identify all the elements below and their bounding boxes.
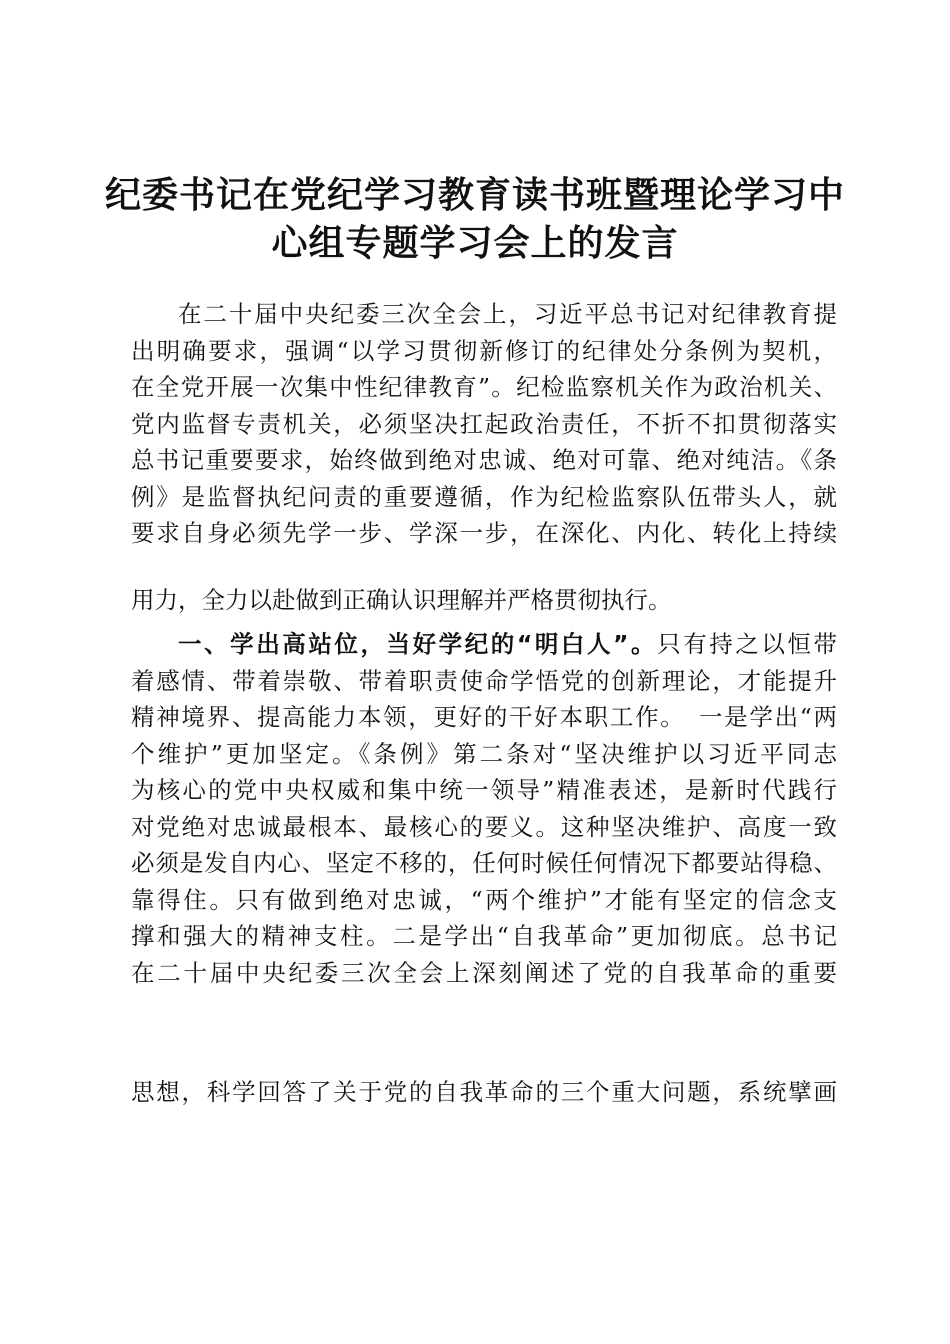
paragraph-line: 对党绝对忠诚最根本、最核心的要义。这种坚决维护、高度一致	[131, 812, 837, 841]
paragraph-line: 例》是监督执纪问责的重要遵循，作为纪检监察队伍带头人，就	[131, 482, 837, 511]
title-line-2: 心组专题学习会上的发言	[271, 223, 679, 264]
paragraph-line: 个维护”更加坚定。《条例》第二条对“坚决维护以习近平同志	[131, 739, 837, 768]
paragraph-line: 出明确要求，强调“以学习贯彻新修订的纪律处分条例为契机，	[131, 336, 837, 365]
paragraph-line: 党内监督专责机关，必须坚决扛起政治责任，不折不扣贯彻落实	[131, 409, 837, 438]
paragraph-line: 思想，科学回答了关于党的自我革命的三个重大问题，系统擘画	[131, 1078, 837, 1106]
paragraph-line: 在全党开展一次集中性纪律教育”。纪检监察机关作为政治机关、	[131, 373, 837, 401]
paragraph-line	[131, 626, 837, 663]
section-heading: 一、学出高站位，当好学纪的“明白人”。	[178, 630, 658, 658]
paragraph-line: 撑和强大的精神支柱。二是学出“自我革命”更加彻底。总书记	[131, 922, 837, 950]
paragraph-line: 总书记重要要求，始终做到绝对忠诚、绝对可靠、绝对纯洁。《条	[131, 446, 837, 474]
paragraph-line: 精神境界、提高能力本领，更好的干好本职工作。 一是学出“两	[131, 703, 837, 731]
title-line-1: 纪委书记在党纪学习教育读书班暨理论学习中	[104, 175, 845, 216]
paragraph-section-1-end	[131, 1074, 837, 1111]
paragraph-line: 在二十届中央纪委三次全会上，习近平总书记对纪律教育提	[178, 300, 837, 328]
paragraph-line: 要求自身必须先学一步、学深一步，在深化、内化、转化上持续	[131, 519, 837, 547]
paragraph-line: 为核心的党中央权威和集中统一领导”精准表述，是新时代践行	[131, 776, 837, 804]
paragraph-line: 在二十届中央纪委三次全会上深刻阐述了党的自我革命的重要	[131, 958, 837, 987]
paragraph-line: 靠得住。只有做到绝对忠诚，“两个维护”才能有坚定的信念支	[131, 885, 837, 914]
paragraph-line: 着感情、带着崇敬、带着职责使命学悟党的创新理论，才能提升	[131, 666, 837, 695]
paragraph-intro	[131, 296, 837, 552]
paragraph-intro-end	[131, 582, 837, 619]
paragraph-line-rest: 只有持之以恒带	[657, 630, 838, 658]
paragraph-line: 用力，全力以赴做到正确认识理解并严格贯彻执行。	[131, 586, 672, 614]
document-title	[100, 172, 850, 268]
paragraph-section-1	[131, 626, 837, 991]
paragraph-line: 必须是发自内心、坚定不移的，任何时候任何情况下都要站得稳、	[131, 849, 837, 877]
